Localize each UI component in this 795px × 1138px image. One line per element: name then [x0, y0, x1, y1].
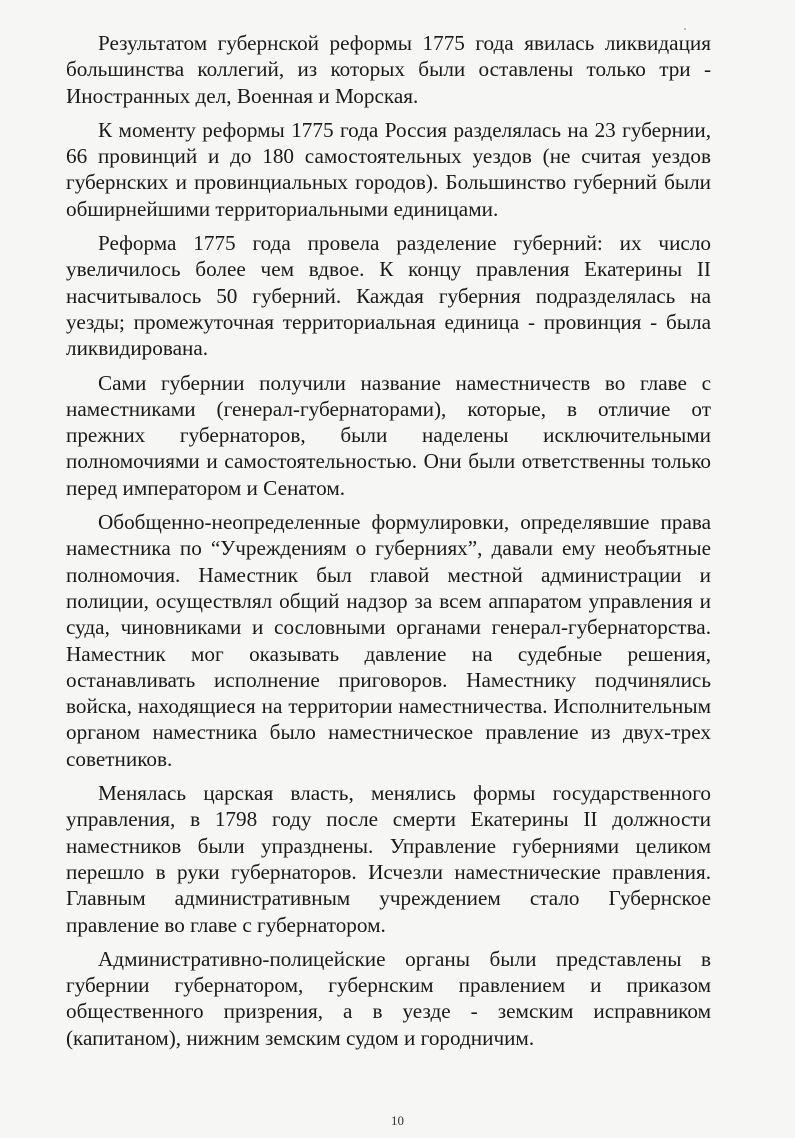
scan-speck [684, 28, 686, 30]
paragraph-6: Менялась царская власть, менялись формы государственного управления, в 1798 году после смерти Екатерины II должности наместников были упразднены. Управление губерниями целиком перешло в руки губернаторов. Исчезли наместнические правления. Главным административным учреждением стало Губернское правление во главе с губернатором. [66, 781, 711, 937]
paragraph-2: К моменту реформы 1775 года Россия разделялась на 23 губернии, 66 провинций и до 180 самостоятельных уездов (не считая уездов губернских и провинциальных городов). Большинство губерний были обширнейшими территориальными единицами. [66, 117, 711, 221]
paragraph-4: Сами губернии получили название наместничеств во главе с наместниками (генерал-губернаторами), которые, в отличие от прежних губернаторов, были наделены исключительными полномочиями и самостоятельностью. Они были ответственны только перед императором и Сенатом. [66, 370, 711, 500]
page-body [66, 30, 711, 1051]
paragraph-5: Обобщенно-неопределенные формулировки, определявшие права наместника по “Учреждениям о губерниях”, давали ему необъятные полномочия. Наместник был главой местной администрации и полиции, осуществлял общий надзор за всем аппаратом управления и суда, чиновниками и сословными органами генерал-губернаторства. Наместник мог оказывать давление на судебные решения, останавливать исполнение приговоров. Наместнику подчинялись войска, находящиеся на территории наместничества. Исполнительным органом наместника было наместническое правление из двух-трех советников. [66, 510, 711, 771]
page-number: 10 [391, 1113, 404, 1128]
paragraph-1: Результатом губернской реформы 1775 года явилась ликвидация большинства коллегий, из которых были оставлены только три - Иностранных дел, Военная и Морская. [66, 31, 711, 108]
paragraph-7: Административно-полицейские органы были представлены в губернии губернатором, губернским правлением и приказом общественного призрения, а в уезде - земским исправником (капитаном), нижним земским судом и городничим. [66, 946, 711, 1050]
paragraph-3: Реформа 1775 года провела разделение губерний: их число увеличилось более чем вдвое. К концу правления Екатерины II насчитывалось 50 губерний. Каждая губерния подразделялась на уезды; промежуточная территориальная единица - провинция - была ликвидирована. [66, 231, 711, 361]
